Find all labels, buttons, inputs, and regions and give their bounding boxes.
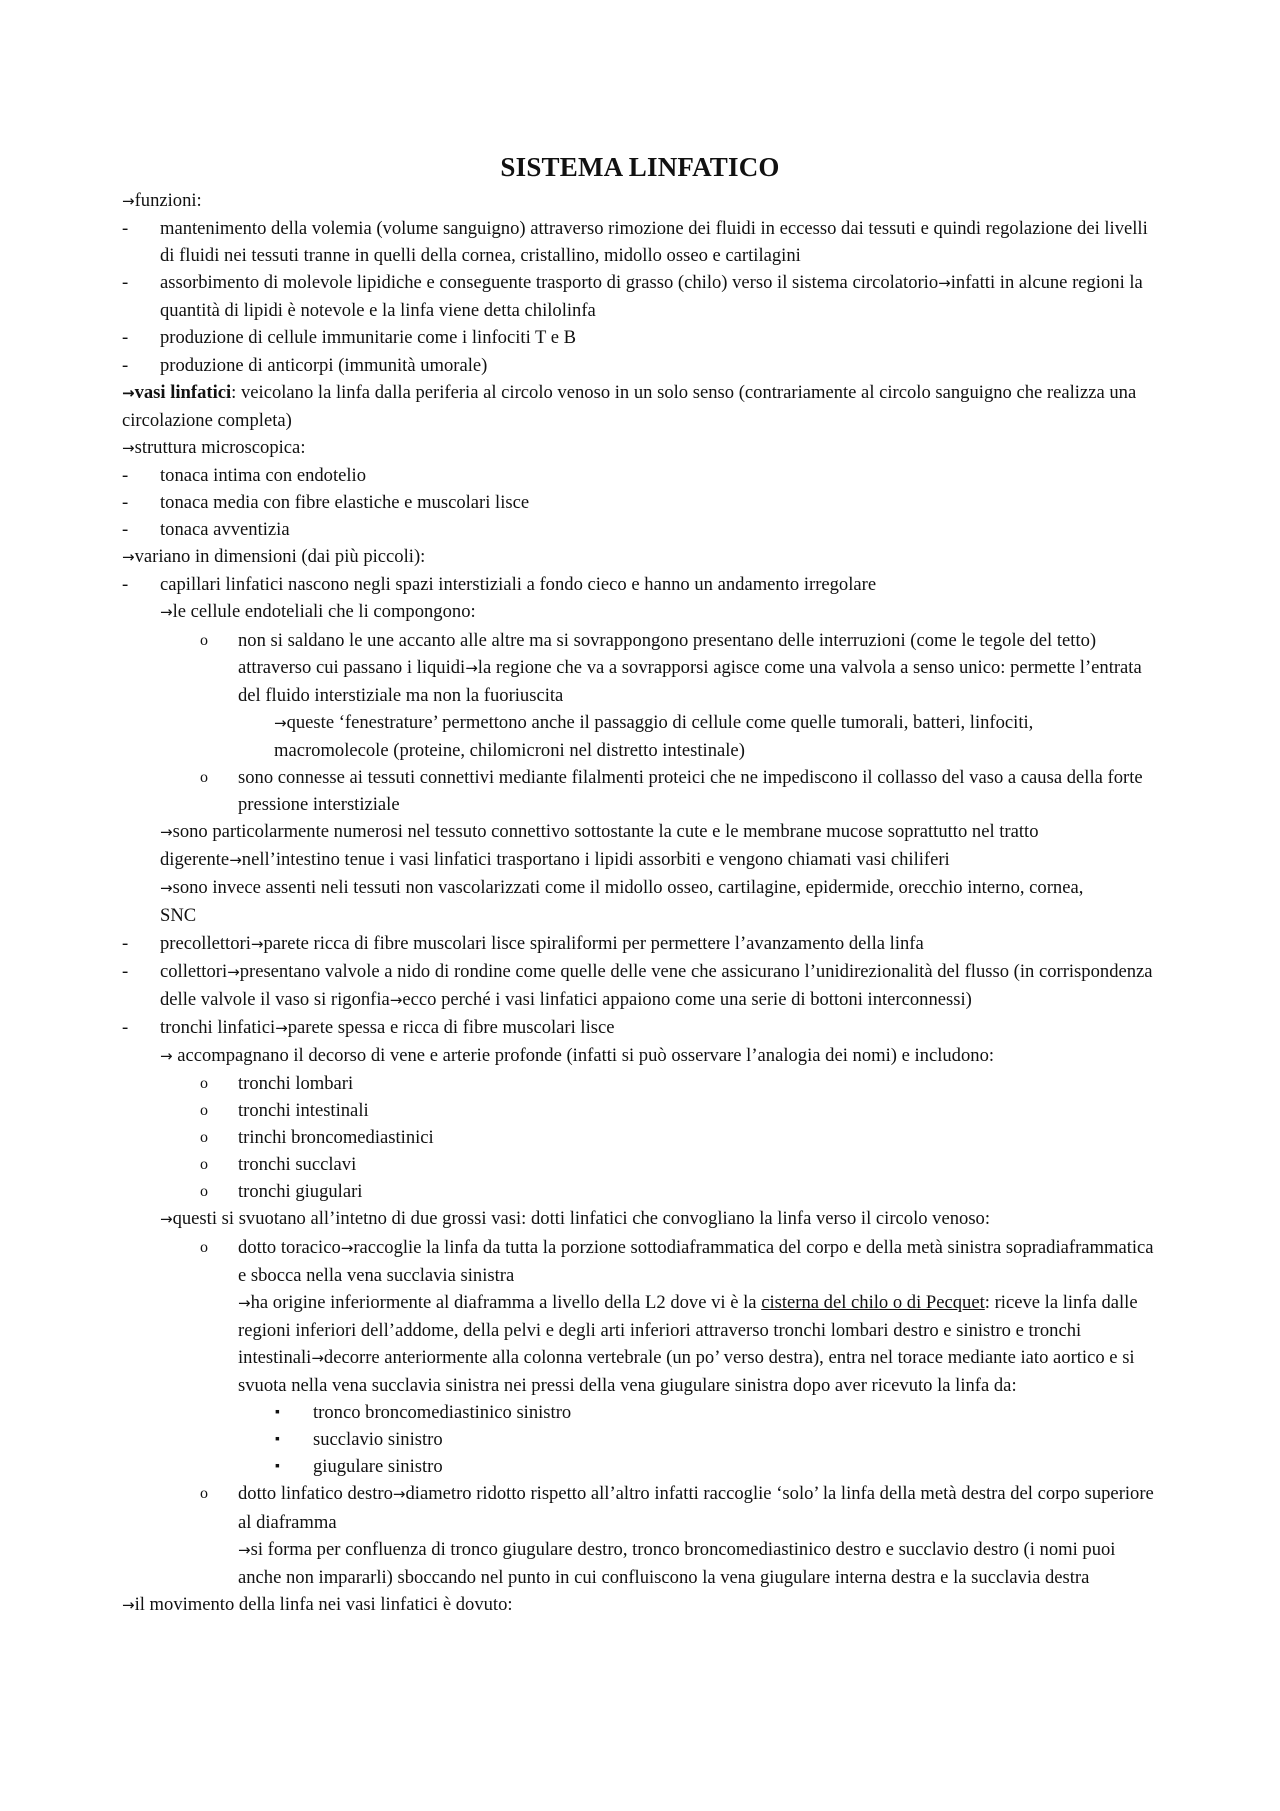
circle-bullet: o: [200, 1485, 208, 1503]
sub-paragraph: →si forma per confluenza di tronco giugulare destro, tronco broncomediastinico destro e succlavio destro (i nomi puoi anche non impararli) sboccando nel punto in cui confluiscono la vena giugulare interna destra e la succlavia destra: [238, 1538, 1116, 1588]
sub-paragraph: →sono particolarmente numerosi nel tessuto connettivo sottostante la cute e le membrane mucose soprattutto nel tratto digerente→nell’intestino tenue i vasi linfatici trasportano i lipidi assorbiti e vengono chiamati vasi chiliferi: [160, 821, 1039, 871]
list-item: - tonaca avventizia: [122, 516, 1162, 543]
list-item: o trinchi broncomediastinici: [122, 1124, 1162, 1151]
dash-bullet: -: [122, 574, 129, 596]
dash-bullet: -: [122, 218, 129, 240]
list-item: - tonaca media con fibre elastiche e muscolari lisce: [122, 489, 1162, 516]
term-vasi-linfatici: vasi linfatici: [134, 381, 232, 403]
list-item: - tronchi linfatici→parete spessa e ricca di fibre muscolari lisce: [122, 1014, 1162, 1042]
paragraph-vasi-linfatici: →vasi linfatici: veicolano la linfa dalla periferia al circolo venoso in un solo senso (contrariamente al circolo sanguigno che realizza una circolazione completa): [122, 381, 1137, 431]
arrow-icon: →: [122, 548, 135, 567]
list-item: o dotto linfatico destro→diametro ridotto rispetto all’altro infatti raccoglie ‘solo’ la linfa della metà destra del corpo superiore al diaframma: [122, 1480, 1162, 1535]
arrow-icon: →: [274, 713, 287, 732]
cisterna-link-text: cisterna del chilo o di Pecquet: [761, 1291, 985, 1313]
list-item: ▪ giugulare sinistro: [122, 1453, 1162, 1480]
dash-bullet: -: [122, 272, 129, 294]
list-item: o tronchi giugulari: [122, 1178, 1162, 1205]
sub-paragraph: →ha origine inferiormente al diaframma a livello della L2 dove vi è la cisterna del chilo o di Pecquet: riceve la linfa dalle regioni inferiori dell’addome, della pelvi e degli arti inferiori attraverso tronchi lombari destro e sinistro e tronchi intestinali→decorre anteriormente alla colonna vertebrale (un po’ verso destra), entra nel torace mediante iato aortico e si svuota nella vena succlavia sinistra nei pressi della vena giugulare sinistra dopo aver ricevuto la linfa da:: [238, 1291, 1138, 1397]
arrow-icon: →: [340, 1238, 354, 1257]
arrow-icon: →: [229, 851, 242, 870]
circle-bullet: o: [200, 1075, 208, 1092]
arrow-icon: →: [122, 383, 135, 402]
arrow-icon: →: [122, 192, 135, 210]
list-item: o tronchi intestinali: [122, 1097, 1162, 1124]
section-funzioni-heading: →funzioni:: [122, 190, 202, 211]
arrow-icon: →: [238, 1293, 251, 1312]
section-variano-heading: →variano in dimensioni (dai più piccoli):: [122, 546, 426, 568]
dash-bullet: -: [122, 932, 129, 954]
dash-bullet: -: [122, 1016, 129, 1038]
list-item: o sono connesse ai tessuti connettivi mediante filalmenti proteici che ne impediscono il collasso del vaso a causa della forte pressione interstiziale: [122, 764, 1162, 818]
list-item: - capillari linfatici nascono negli spazi interstiziali a fondo cieco e hanno un andamento irregolare: [122, 571, 1162, 598]
list-item: - collettori→presentano valvole a nido di rondine come quelle delle vene che assicurano l’unidirezionalità del flusso (in corrispondenza delle valvole il vaso si rigonfia→ecco perché i vasi linfatici appaiono come una serie di bottoni interconnessi): [122, 958, 1162, 1014]
dash-bullet: -: [122, 464, 129, 486]
page-title: SISTEMA LINFATICO: [500, 152, 780, 182]
document-body: [122, 187, 1162, 1619]
sub-paragraph: →questi si svuotano all’intetno di due grossi vasi: dotti linfatici che convogliano la linfa verso il circolo venoso:: [160, 1208, 991, 1230]
list-item: - produzione di cellule immunitarie come i linfociti T e B: [122, 324, 1162, 351]
circle-bullet: o: [200, 768, 208, 786]
arrow-icon: →: [160, 879, 173, 898]
sub-paragraph: →le cellule endoteliali che li compongono:: [160, 601, 476, 623]
list-item: - assorbimento di molevole lipidiche e conseguente trasporto di grasso (chilo) verso il sistema circolatorio→infatti in alcune regioni la quantità di lipidi è notevole e la linfa viene detta chilolinfa: [122, 269, 1162, 324]
dash-bullet: -: [122, 519, 129, 541]
dash-bullet: -: [122, 492, 129, 514]
arrow-icon: →: [275, 1018, 288, 1037]
arrow-icon: →: [160, 1046, 173, 1065]
circle-bullet: o: [200, 631, 208, 649]
list-item: o dotto toracico→raccoglie la linfa da tutta la porzione sottodiaframmatica del corpo e della metà sinistra sopradiaframmatica e sbocca nella vena succlavia sinistra: [122, 1234, 1162, 1289]
square-bullet: ▪: [275, 1405, 280, 1421]
arrow-icon: →: [311, 1348, 324, 1367]
list-item: o tronchi succlavi: [122, 1151, 1162, 1178]
arrow-icon: →: [160, 1210, 173, 1229]
list-item: - precollettori→parete ricca di fibre muscolari lisce spiraliformi per permettere l’avanzamento della linfa: [122, 930, 1162, 958]
sub-paragraph: →sono invece assenti neli tessuti non vascolarizzati come il midollo osseo, cartilagine, epidermide, orecchio interno, cornea, SNC: [160, 877, 1084, 927]
circle-bullet: o: [200, 1156, 208, 1174]
list-item: - produzione di anticorpi (immunità umorale): [122, 352, 1162, 379]
list-item: ▪ tronco broncomediastinico sinistro: [122, 1399, 1162, 1426]
square-bullet: ▪: [275, 1432, 280, 1448]
arrow-icon: →: [160, 603, 173, 622]
list-item: o non si saldano le une accanto alle altre ma si sovrappongono presentano delle interruzioni (come le tegole del tetto) attraverso cui passano i liquidi→la regione che va a sovrapporsi agisce come una valvola a senso unico: permette l’entrata del fluido interstiziale ma non la fuoriuscita: [122, 627, 1162, 709]
dash-bullet: -: [122, 327, 129, 349]
sub-paragraph: →queste ‘fenestrature’ permettono anche il passaggio di cellule come quelle tumorali, batteri, linfociti, macromolecole (proteine, chilomicroni nel distretto intestinale): [274, 711, 1034, 761]
arrow-icon: →: [465, 658, 478, 677]
section-movimento-heading: →il movimento della linfa nei vasi linfatici è dovuto:: [122, 1593, 513, 1615]
arrow-icon: →: [122, 1595, 135, 1614]
circle-bullet: o: [200, 1129, 208, 1147]
arrow-icon: →: [122, 438, 135, 457]
list-item: - tonaca intima con endotelio: [122, 462, 1162, 489]
circle-bullet: o: [200, 1183, 208, 1201]
dash-bullet: -: [122, 960, 129, 982]
square-bullet: ▪: [275, 1459, 280, 1475]
arrow-icon: →: [250, 934, 264, 953]
list-item: - mantenimento della volemia (volume sanguigno) attraverso rimozione dei fluidi in eccesso dai tessuti e quindi regolazione dei livelli di fluidi nei tessuti tranne in quelli della cornea, cristallino, midollo osseo e cartilagini: [122, 215, 1162, 269]
section-struttura-heading: →struttura microscopica:: [122, 436, 306, 458]
arrow-icon: →: [392, 1485, 406, 1504]
arrow-icon: →: [227, 962, 240, 981]
arrow-icon: →: [238, 1540, 251, 1559]
sub-paragraph: → accompagnano il decorso di vene e arterie profonde (infatti si può osservare l’analogia dei nomi) e includono:: [160, 1044, 995, 1066]
circle-bullet: o: [200, 1102, 208, 1120]
list-item: ▪ succlavio sinistro: [122, 1426, 1162, 1453]
circle-bullet: o: [200, 1238, 208, 1256]
dash-bullet: -: [122, 354, 129, 376]
arrow-icon: →: [389, 990, 403, 1009]
arrow-icon: →: [938, 274, 951, 293]
arrow-icon: →: [160, 823, 173, 842]
list-item: o tronchi lombari: [122, 1070, 1162, 1097]
